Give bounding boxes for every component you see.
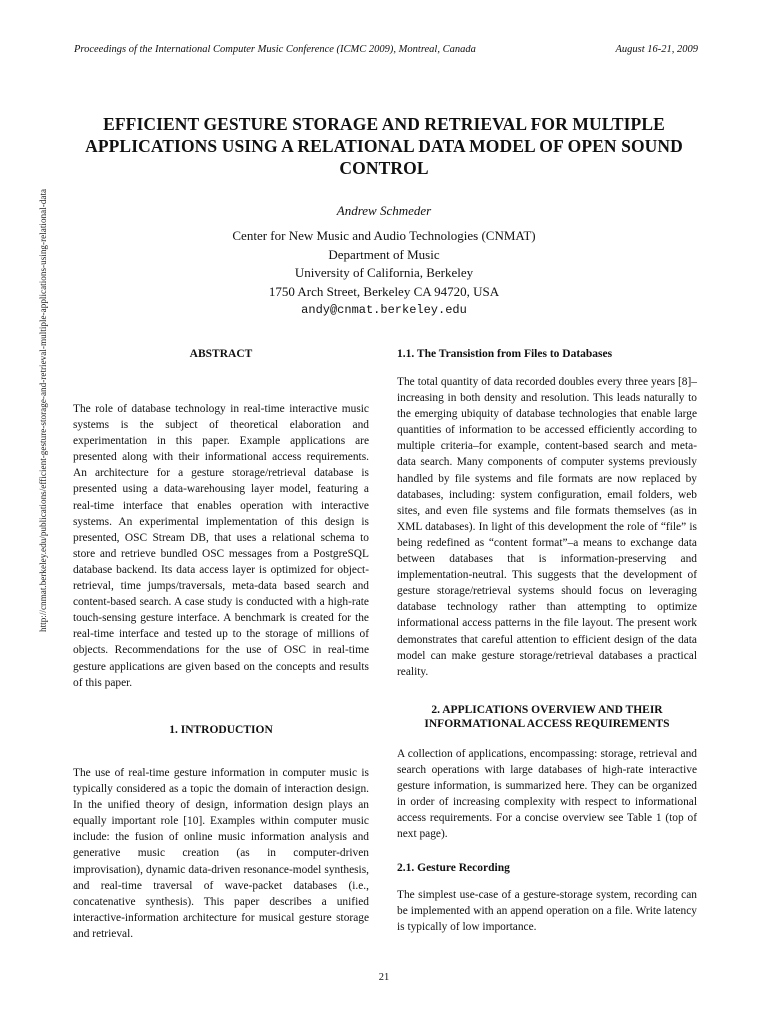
affiliation-line: Department of Music — [328, 246, 440, 262]
abstract-paragraph: The role of database technology in real-time interactive music systems is the subject of theoretical elaboration and experimentation in this paper. Example applications are presented along with their informational access requirements. An architecture for a gesture storage/retrieval database is presented using a data-warehousing layer model, featuring a real-time interface that enables operation with interactive systems. An experimental implementation of this design is presented, OSC Stream DB, that uses a relational schema to store and retrieve bundled OSC messages from a PostgreSQL database backend. Its data access layer is optimized for object-retrieval, time jumps/traversals, meta-data based search and content-based search. A case study is conducted with a high-rate touch-sensing gesture interface. A benchmark is created for the real-time interface and tested up to the storage of millions of objects. Recommendations for the use of OSC in real-time gesture applications are given based on the concepts and results of this paper. — [73, 403, 369, 689]
sec2-heading-line2: INFORMATIONAL ACCESS REQUIREMENTS — [424, 718, 670, 730]
sec21-paragraph: The simplest use-case of a gesture-storage system, recording can be implemented with an append operation on a file. Write latency is typically of low importance. — [397, 889, 697, 934]
abstract-heading: ABSTRACT — [189, 348, 253, 360]
sec11-body — [397, 374, 697, 680]
running-header-conference: Proceedings of the International Computer Music Conference (ICMC 2009), Montreal, Canada — [74, 44, 476, 55]
intro-body — [73, 765, 369, 942]
affiliation-line: 1750 Arch Street, Berkeley CA 94720, USA — [268, 283, 500, 299]
intro-heading-wrap — [73, 724, 369, 736]
sec11-paragraph: The total quantity of data recorded doubles every three years [8]–increasing in both density and resolution. This leads naturally to the emerging ubiquity of database technologies that enable large quantities of information to be accessed efficiently according to multiple criteria–for example, content-based search and meta-data search. Many components of computer systems previously handled by file systems and file formats are now replaced by databases, including: system configuration, email folders, web sites, and even file systems and file formats themselves (as in XML databases). In light of this development the role of “file” is being redefined as “content format”–a means to exchange data between databases that is information-preserving and implementation-neutral. This suggests that the development of gesture storage/retrieval systems should focus on leveraging database technology rather than attempting to optimize informational access patterns in the file layout. The present work demonstrates that careful attention to efficient design of the data model can make gesture storage/retrieval databases a practical reality. — [397, 376, 697, 678]
affiliation-line: Center for New Music and Audio Technologies (CNMAT) — [232, 228, 536, 243]
side-url[interactable]: http://cnmat.berkeley.edu/publications/efficient-gesture-storage-and-retrieval-multiple-applications-using-relational-data — [38, 188, 48, 632]
page-number: 21 — [378, 972, 390, 983]
abstract-heading-wrap — [73, 348, 369, 360]
author-affiliation — [60, 227, 708, 320]
paper-title: EFFICIENT GESTURE STORAGE AND RETRIEVAL FOR MULTIPLE APPLICATIONS USING A RELATIONAL DATA MODEL OF OPEN SOUND CONTROL — [85, 114, 683, 178]
sec21-heading: 2.1. Gesture Recording — [397, 862, 510, 874]
sec21-body — [397, 887, 697, 935]
affiliation-line: University of California, Berkeley — [294, 265, 474, 280]
sec2-paragraph: A collection of applications, encompassing: storage, retrieval and search operations with large databases of high-rate interactive gesture information, is summarized here. They can be organized in order of increasing complexity with respect to informational access requirements. For a concise overview see Table 1 (top of next page). — [397, 748, 697, 841]
running-header-dates: August 16-21, 2009 — [615, 44, 698, 55]
intro-heading: 1. INTRODUCTION — [169, 724, 273, 736]
intro-paragraph: The use of real-time gesture information in computer music is typically considered as a topic the domain of interaction design. In the unified theory of design, information design plays an equally important role [10]. Examples within computer music include: the fusion of online music information analysis and generative music creation (as in computer-driven improvisation), dynamic data-driven resonance-model synthesis, and real-time traversal of wave-packet databases (i.e., concatenative synthesis). This paper describes a unified interactive-information architecture for musical gesture storage and retrieval. — [73, 767, 369, 940]
sec11-heading: 1.1. The Transistion from Files to Databases — [397, 348, 613, 360]
sec2-heading-wrap — [397, 704, 697, 730]
sec2-body — [397, 746, 697, 843]
author-email[interactable]: andy@cnmat.berkeley.edu — [301, 303, 467, 317]
sec21-heading-wrap — [397, 862, 697, 874]
author-name: Andrew Schmeder — [336, 203, 432, 218]
abstract-body — [73, 401, 369, 691]
sec11-heading-wrap — [397, 348, 697, 360]
sec2-heading-line1: 2. APPLICATIONS OVERVIEW AND THEIR — [431, 704, 663, 716]
